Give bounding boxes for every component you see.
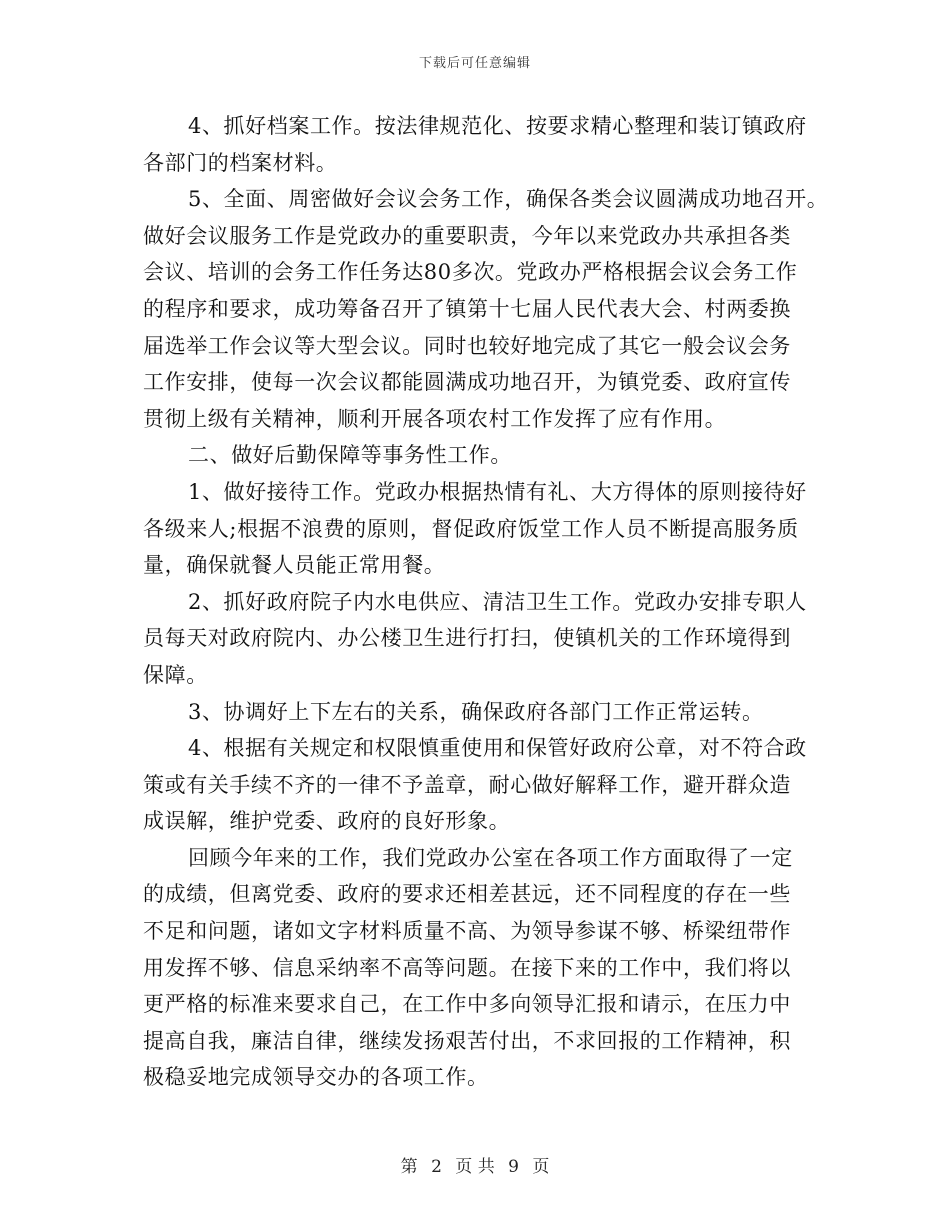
paragraph-line: 2、抓好政府院子内水电供应、清洁卫生工作。党政办安排专职人	[188, 589, 807, 614]
total-page-count: 9	[508, 1157, 519, 1177]
paragraph-line: 4、抓好档案工作。按法律规范化、按要求精心整理和装订镇政府	[188, 114, 807, 138]
current-page-number: 2	[431, 1157, 442, 1177]
paragraph-line: 回顾今年来的工作，我们党政办公室在各项工作方面取得了一定	[188, 845, 793, 870]
paragraph-line: 各部门的档案材料。	[143, 150, 338, 175]
paragraph-line: 保障。	[143, 662, 208, 687]
paragraph-line: 成误解，维护党委、政府的良好形象。	[143, 809, 511, 834]
page-footer	[0, 1152, 950, 1177]
paragraph-line: 各级来人;根据不浪费的原则，督促政府饭堂工作人员不断提高服务质	[143, 516, 799, 541]
page-header: 下载后可任意编辑	[418, 56, 531, 71]
paragraph-line: 更严格的标准来要求自己，在工作中多向领导汇报和请示，在压力中	[143, 992, 791, 1017]
document-body	[143, 108, 829, 1096]
paragraph-line: 1、做好接待工作。党政办根据热情有礼、大方得体的原则接待好	[188, 479, 807, 504]
paragraph-line: 量，确保就餐人员能正常用餐。	[143, 553, 446, 578]
paragraph-line: 4、根据有关规定和权限慎重使用和保管好政府公章，对不符合政	[188, 736, 807, 761]
paragraph-line: 贯彻上级有关精神，顺利开展各项农村工作发挥了应有作用。	[143, 406, 727, 431]
paragraph-line: 的程序和要求，成功筹备召开了镇第十七届人民代表大会、村两委换	[143, 296, 791, 321]
paragraph-line: 届选举工作会议等大型会议。同时也较好地完成了其它一般会议会务	[143, 333, 791, 358]
paragraph-line: 3、协调好上下左右的关系，确保政府各部门工作正常运转。	[188, 699, 764, 724]
paragraph-line: 不足和问题，诸如文字材料质量不高、为领导参谋不够、桥梁纽带作	[143, 919, 791, 944]
footer-suffix: 页	[532, 1157, 550, 1177]
paragraph-line: 做好会议服务工作是党政办的重要职责，今年以来党政办共承担各类	[143, 223, 791, 248]
paragraph-line: 员每天对政府院内、办公楼卫生进行打扫，使镇机关的工作环境得到	[143, 626, 791, 651]
footer-prefix: 第	[400, 1157, 418, 1177]
footer-middle: 页 共	[455, 1157, 495, 1177]
paragraph-line: 的成绩，但离党委、政府的要求还相差甚远，还不同程度的存在一些	[143, 882, 791, 907]
paragraph-line: 策或有关手续不齐的一律不予盖章，耐心做好解释工作，避开群众造	[143, 772, 791, 797]
paragraph-line: 用发挥不够、信息采纳率不高等问题。在接下来的工作中，我们将以	[143, 955, 791, 980]
section-heading: 二、做好后勤保障等事务性工作。	[188, 443, 512, 468]
paragraph-line: 提高自我，廉洁自律，继续发扬艰苦付出，不求回报的工作精神，积	[143, 1028, 791, 1053]
paragraph-line: 会议、培训的会务工作任务达80多次。党政办严格根据会议会务工作	[143, 260, 798, 285]
paragraph-line: 5、全面、周密做好会议会务工作，确保各类会议圆满成功地召开。	[188, 187, 829, 212]
paragraph-line: 极稳妥地完成领导交办的各项工作。	[143, 1065, 489, 1090]
paragraph-line: 工作安排，使每一次会议都能圆满成功地召开，为镇党委、政府宣传	[143, 370, 791, 395]
